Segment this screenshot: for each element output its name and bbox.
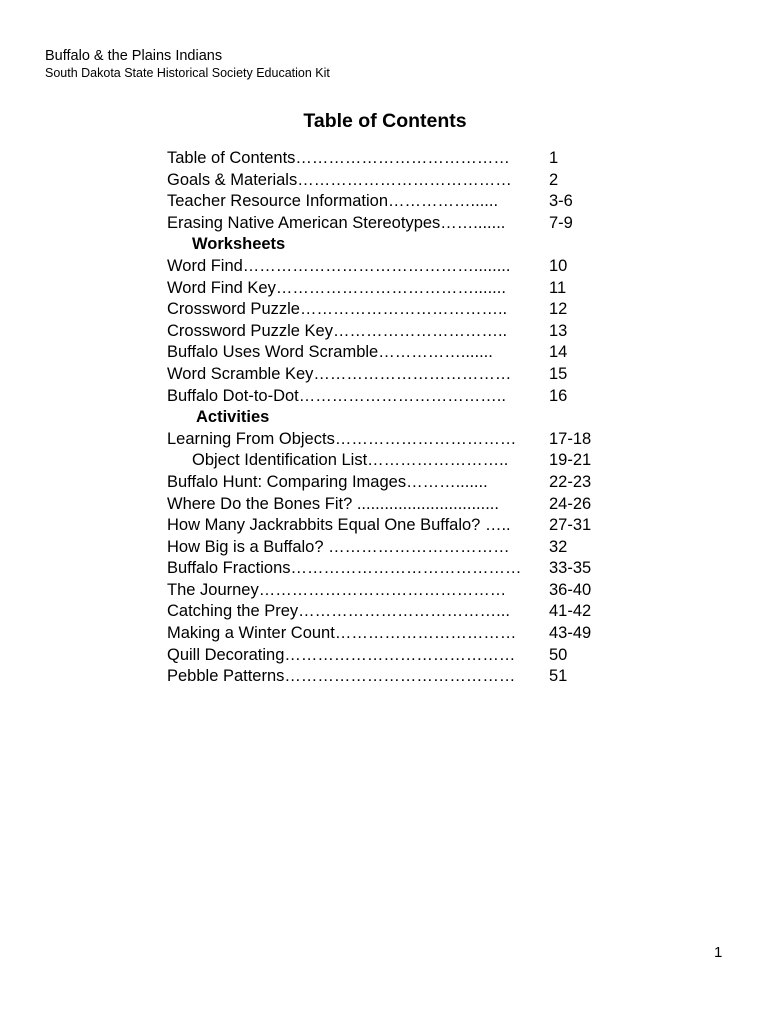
toc-row — [167, 191, 607, 213]
toc-section-heading — [167, 407, 607, 429]
toc-page-number: 17-18 — [549, 429, 592, 448]
toc-row — [167, 558, 607, 580]
toc-row — [167, 364, 607, 386]
toc-page-number: 36-40 — [549, 580, 592, 599]
page-number: 1 — [714, 944, 723, 961]
toc-page-number: 7-9 — [549, 213, 573, 232]
toc-row — [167, 170, 607, 192]
toc-entry: Buffalo Dot-to-Dot……………………………….. — [167, 386, 506, 405]
toc-row — [167, 537, 607, 559]
toc-row — [167, 515, 607, 537]
toc-page-number: 16 — [549, 386, 568, 405]
toc-page-number: 41-42 — [549, 602, 592, 621]
toc-page-number: 14 — [549, 343, 568, 362]
section-heading-worksheets: Worksheets — [192, 235, 286, 254]
toc-row — [167, 494, 607, 516]
toc-entry: The Journey……………………………………… — [167, 580, 507, 599]
toc-entry: Quill Decorating…………………………………… — [167, 645, 516, 664]
toc-page-number: 13 — [549, 321, 568, 340]
toc-entry: How Big is a Buffalo? …………………………… — [167, 537, 510, 556]
toc-entry: Buffalo Hunt: Comparing Images………....... — [167, 472, 488, 491]
document-title: Buffalo & the Plains Indians — [45, 48, 223, 64]
toc-page-number: 3-6 — [549, 192, 573, 211]
toc-entry: Goals & Materials………………………………… — [167, 170, 512, 189]
toc-page-number: 50 — [549, 645, 568, 664]
toc-row — [167, 321, 607, 343]
document-subtitle: South Dakota State Historical Society Education Kit — [45, 66, 330, 80]
toc-page-number: 27-31 — [549, 516, 592, 535]
toc-entry: Crossword Puzzle Key………………………….. — [167, 321, 508, 340]
toc-page-number: 1 — [549, 149, 559, 167]
toc-section-heading — [167, 234, 607, 256]
toc-page-number: 12 — [549, 300, 568, 319]
toc-page-number: 51 — [549, 667, 568, 686]
toc-entry: Object Identification List…………………….. — [192, 451, 509, 470]
section-heading-activities: Activities — [196, 408, 270, 427]
toc-entry: Table of Contents………………………………… — [167, 149, 510, 167]
toc-entry: Where Do the Bones Fit? ............................... — [167, 494, 499, 513]
page-header — [45, 47, 330, 81]
toc-entry: Word Scramble Key……………………………… — [167, 364, 512, 383]
toc-page-number: 22-23 — [549, 472, 592, 491]
toc-row — [167, 256, 607, 278]
toc-row — [167, 213, 607, 235]
toc-page-number: 2 — [549, 170, 559, 189]
toc-entry: Crossword Puzzle……………………………….. — [167, 300, 508, 319]
toc-row — [167, 386, 607, 408]
toc-entry: Catching the Prey………………………………... — [167, 602, 510, 621]
toc-page-number: 32 — [549, 537, 568, 556]
toc-row — [167, 645, 607, 667]
toc-row — [167, 450, 607, 472]
toc-row — [167, 623, 607, 645]
toc-entry: Erasing Native American Stereotypes……....... — [167, 213, 506, 232]
toc-heading-text: Table of Contents — [303, 110, 467, 132]
toc-entry: Word Find Key………………………………....... — [167, 278, 506, 297]
toc-list — [167, 148, 607, 688]
toc-row — [167, 601, 607, 623]
toc-row — [167, 580, 607, 602]
toc-entry: Making a Winter Count…………………………… — [167, 624, 517, 643]
toc-page-number: 43-49 — [549, 624, 592, 643]
toc-page-number: 15 — [549, 364, 568, 383]
toc-entry: Learning From Objects…………………………… — [167, 429, 517, 448]
toc-page-number: 19-21 — [549, 451, 592, 470]
toc-entry: How Many Jackrabbits Equal One Buffalo? ….. — [167, 516, 511, 535]
toc-row — [167, 342, 607, 364]
toc-entry: Teacher Resource Information……………...... — [167, 192, 499, 211]
toc-entry: Pebble Patterns…………………………………… — [167, 667, 516, 686]
toc-page-number: 24-26 — [549, 494, 592, 513]
toc-page-number: 11 — [549, 278, 567, 297]
toc-row — [167, 666, 607, 688]
toc-page-number: 33-35 — [549, 559, 592, 578]
toc-row — [167, 429, 607, 451]
toc-entry: Word Find……………………………………........ — [167, 256, 511, 275]
toc-row — [167, 278, 607, 300]
toc-page-number: 10 — [549, 256, 568, 275]
toc-entry: Buffalo Fractions…………………………………… — [167, 559, 522, 578]
toc-entry: Buffalo Uses Word Scramble……………....... — [167, 343, 493, 362]
toc-row — [167, 299, 607, 321]
toc-heading — [0, 110, 770, 133]
toc-row — [167, 472, 607, 494]
toc-row — [167, 148, 607, 170]
